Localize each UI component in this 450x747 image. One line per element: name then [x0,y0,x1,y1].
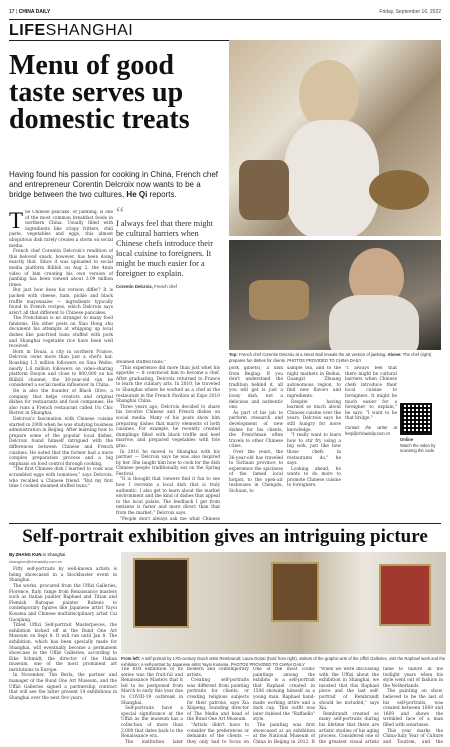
story2-photo [121,552,446,654]
story2-headline: Self-portrait exhibition gives an intriguing picture [22,526,428,547]
qr-code-icon[interactable] [400,403,432,435]
story1-dropcap: T [9,210,24,233]
story1-headline: Menu of good taste serves up domestic treats [9,50,190,135]
story1-column-3: pork giblets), a dish from Beijing. If you don't understand the tradition behind it, all you will get is just a lousy dish, not a delicious and authentic one. As part of his job to perform research and development of new dishes for his clients, the Frenchman often travels to other Chinese cities. Over the years, the 36-year-old has traveled to Sichuan province to experience the spiciness of the famed local hotpot, to the open-air teahouses in Chengdu, Sichuan, to [229,366,283,495]
story-divider [9,523,441,524]
story2-photo-caption: From left: A self-portrait by 17th-century Dutch artist Rembrandt; Laura Dorati (hard from right), visitors of the graphic-arts of the Uffizi Galleries, visit the Raphael work and the exhibition; A self-portrait by Japanese artist Yayoi Kusama. PHOTOS PROVIDED TO CHINA DAILY [121,656,446,667]
story2-column-4: One of the most iconic paintings among the exhibits is a self-portrait that Raphael created in 1506 showing himself as a young man. Raphael hand-made working attire and a dark cap. This outfit was later dubbed the "Raffaello" style. The painting was first showcased at an exhibition at the National Museum of China in Beijing in 2012. It [253,667,315,745]
story2-column-5: "When we were discussing with the Uffizi about the exhibition in Shanghai, we insisted that this Raphael piece and the last self-portrait of Rembrandt should be included," says Xia. Rembrandt created so many self-portraits during his lifetime that there are artistic studies of his aging process. Considered one of the greatest visual artists [319,667,379,745]
header-rule [9,19,441,20]
story1-photo-caption: Top: French chef Corentin Delcroix at a street stall reveals the art version of jianbing. Above: The chef (right) prepares fun dishes for clients. PHOTOS PROVIDED TO CHINA DAILY [229,352,432,363]
story2-column-2: The first exhibition of its series was the fruit-ful and Renaissance Masters that it led to be postponed from March to early this year due to COVID-19 outbreak in Shanghai. Self-portraits have a special significance at the Uffizi as the museum has a collection of more than 2,000 that dates back to the Renaissance era. The institution later [121,667,183,745]
story1-column-4: sample tea, and to the night markets in Beihai, Guangxi Zhuang autonomous region, to find new flavors and ingredients. Despite having learned so much about Chinese cuisine over the years, Delcroix says he still hungry for more knowledge. "I really want to learn how to stir fry using a big wok, just like how those chefs in restaurants do," he says. Looking ahead, he wants to do more to promote Chinese cuisine to foreigners. [287,366,341,489]
newspaper-logo: CHINA DAILY [18,9,51,15]
quote-mark-icon: “ [116,203,124,223]
page-header [9,6,441,18]
story1-column-5: "I always feel that there might be cultural barriers when Chinese chefs introduce their local cuisine to foreigners. It might be much easier for a foreigner to explain," he says. "I want to be that bridge." Contact the writer at heqi@chinadaily.com.cn [345,366,397,436]
story1-column-1: T he Chinese pancake, or jianbing, is one of the most common breakfast foods in northern China. Usually filled with ingredients like crispy fritters, chili paste, vegetables and eggs, this almost ubiquitous dish rarely creates a storm on social media. French chef Corentin Delcroix's rendition of this beloved snack, however, has been doing exactly that. Since it was uploaded to social media platform Bilibili on Aug 2, the 4min video of him creating his own version of jianbing has been viewed about 3.09 million times. But just how does his version differ? It is packed with cheese, ham, pickle and black truffle mayonnaise — ingredients typically found in French recipes, which Delcroix says aren't all that different to Chinese pancakes. The Frenchman is no stranger to many food fandoms. His other posts on Xiao Hong shu document his attempts at whipping up local dishes like pan-fried buns stuffed with pork and Shanghai vegetable rice have been well received. Born in Douai, a city in northern France, Delcroix owns more than just a chef's hat. Boasting 1.5 million followers on Sina Weibo, nearly 1.6 million followers on video-sharing platform Douyin and close to 800,000 on his Bilibili channel, the 36-year-old can be considered a social media influencer in China. He is also the founder of Black Olive, a company that helps creators and original dishes for restaurants and food companies. He also runs a French restaurant called Un Chic Bistrot in Shanghai. Delcroix's fascination with Chinese cuisine started in 2008 when he was studying business administration in Beijing. After learning how to prepare some of the popular local dishes, Delcroix found himself intrigued with the differences between Chinese and French cuisines. He noted that the former had a more complex preparation process and a big emphasis on food control through cooking. "The first Chinese dish I learned to cook was scrambled eggs with tomatoes," says Delcroix, who recalled a Chinese friend. "But my first time I cooked steamed stuffed buns." [9,210,113,490]
story1-photo-top [229,40,441,236]
writer-email: heqi@chinadaily.com.cn [345,430,391,436]
video-qr-box: Online Watch the video by scanning the code. [400,403,444,454]
pull-quote: “ I always feel that there might be cultural barriers when Chinese chefs introduce their local cuisine to foreigners. It might be much easier for a foreigner to explain. Corentin Delcroix, French chef [116,207,220,292]
page-number: 17 | CHINA DAILY [9,9,51,15]
story1-photo-above [229,240,441,350]
section-title: LIFESHANGHAI [9,22,134,39]
story2-column-6: fame to failure in his twilight years when his style went out of fashion in the Netherlands. The painting on show, believed to be the last of his self-portraits, was created between 1669 and 1669 and shows the wrinkled face of a man filled with weariness. This year marks the China-Italy Year of Culture and Tourism, and the [383,667,443,745]
story1-column-2: steamed stuffed buns." "This experience did more than just whet his appetite — it convinced him to become a chef. After graduating, Delcroix returned to France to learn the culinary arts. In 2010, he traveled to Shanghai where he worked as a chef at the restaurant in the French Pavilion at Expo 2010 Shanghai China. Three years ago, Delcroix decided to share his favorite Chinese and French dishes on social media. Many of his posts show him preparing dishes that marry elements of both cuisines. For example, he recently created dumplings filled with black truffle and beef marrow, and prepared vegetables with foie gras. In 2016 he moved to Shanghai with his partner — Delcroix says he was also inspired by her. She taught him how to cook for the dish Chinese people traditionally eat on the Spring Festival. "It is thought that viewers find it fun to see how I recreate a local dish that is truly authentic. I also get to learn about the market environment and the kind of dishes that appeal to the local palate. The feedback I get from netizens is faster and more direct than that from the market," Delcroix says. "People don't always ask me what Chinese [116,360,220,522]
story2-byline-email: zhangkun@chinadaily.com.cn [9,558,62,564]
issue-date: Friday, September 16, 2022 [379,9,441,15]
story1-deck: Having found his passion for cooking in China, French chef and entrepreneur Corentin Delcroix now wants to be a bridge between the two cultures, He Qi reports. [9,170,219,199]
story2-column-3: modern and contemporary artists. Creating self-portraits was different from painting portraits for clients, or creating religious subjects for their patrons, says Xia Xinpeng, founding director of The Media and head of the Bund One Art Museum. "Artists didn't have to consider the preferences or demands of the clients — they only had to focus on [187,667,249,745]
story2-column-1: By ZHANG KUN in Shanghai zhangkun@chinadaily.com.cn Fifty self-portraits by well-known artists is being showcased in a blockbuster event in Shanghai. The works, procured from the Uffizi Galleries, Florence, Italy, range from Renaissance masters such as Italian painter Raphael and Titian and Flemish Baroque painter Rubens to contemporary figures like Japanese artist Yayoi Kusama and Chinese multidisciplinary artist Cai Guoqiang. Titled Uffizi Self-portrait Masterpieces, the exhibition kicked off at the Bund One Art Museum on Sept 8. It will run until Jan 8. The exhibition, which has been specially made for Shanghai, will eventually become a permanent showcase in the Uffizi Galleries, according to Eike Schmidt, the director of the Italian museum, one of the most prominent art institutions in Europe. In November, Tim Berla, the partner and manager of the Bund One Art Museum, and the Uffizi Galleries signed a partnership contract that will see the latter present 14 exhibitions in Shanghai over the next five years. [9,552,117,701]
